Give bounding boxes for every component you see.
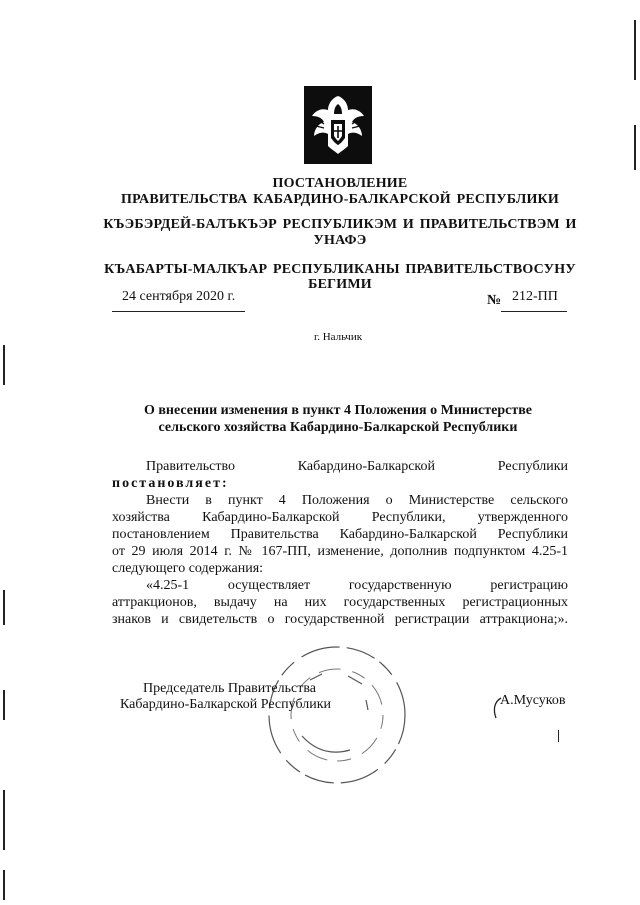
body-paragraph-3-line-2: аттракционов, выдачу на них государственных регистрационных (112, 595, 568, 610)
scan-edge-mark (3, 345, 5, 385)
body-paragraph-2-line-2: хозяйства Кабардино-Балкарской Республики, утвержденного (112, 510, 568, 525)
scan-edge-mark (634, 125, 636, 170)
scan-edge-mark (3, 790, 5, 850)
number-sign: № (487, 293, 502, 308)
scan-edge-mark (558, 730, 559, 742)
body-paragraph-2-line-3: постановлением Правительства Кабардино-Балкарской Республики (112, 527, 568, 542)
document-body (112, 458, 568, 628)
organization-name-krc-line2: БЕГИМИ (308, 277, 372, 292)
date-field (112, 289, 245, 312)
document-number: 212-ПП (512, 289, 558, 304)
number-field (501, 289, 567, 312)
scan-edge-mark (634, 20, 636, 80)
signatory-position-line-1: Председатель Правительства (143, 681, 316, 696)
signatory-position-line-2: Кабардино-Балкарской Республики (120, 697, 331, 712)
body-paragraph-2-line-5: следующего содержания: (112, 561, 264, 576)
body-paragraph-1-line-1: Правительство Кабардино-Балкарской Республики (146, 459, 568, 474)
body-paragraph-2-line-1: Внести в пункт 4 Положения о Министерстве сельского (146, 493, 568, 508)
signatory-name: А.Мусуков (500, 693, 566, 708)
scan-edge-mark (3, 590, 5, 625)
scan-edge-mark (3, 690, 5, 720)
document-title: ПОСТАНОВЛЕНИЕ (272, 176, 408, 191)
official-seal-stamp (262, 640, 412, 790)
subject-line-1: О внесении изменения в пункт 4 Положения о Министерстве (143, 403, 533, 418)
city: г. Нальчик (313, 331, 363, 343)
organization-name-krc-line1: КЪАБАРТЫ-МАЛКЪАР РЕСПУБЛИКАНЫ ПРАВИТЕЛЬСТВОСУНУ (104, 262, 576, 277)
body-paragraph-1-line-2: постановляет: (112, 476, 229, 491)
coat-of-arms-emblem (304, 86, 372, 164)
body-paragraph-3-line-3: знаков и свидетельств о государственной регистрации аттракциона;». (112, 612, 568, 627)
organization-name-ru: ПРАВИТЕЛЬСТВА КАБАРДИНО-БАЛКАРСКОЙ РЕСПУБЛИКИ (120, 192, 560, 207)
scan-edge-mark (3, 870, 5, 900)
signature-stroke (490, 696, 504, 720)
body-paragraph-3-line-1: «4.25-1 осуществляет государственную регистрацию (146, 578, 568, 593)
organization-name-kbd-line1: КЪЭБЭРДЕЙ-БАЛЪКЪЭР РЕСПУБЛИКЭМ И ПРАВИТЕЛЬСТВЭМ И (103, 217, 577, 232)
body-paragraph-2-line-4: от 29 июля 2014 г. № 167-ПП, изменение, дополнив подпунктом 4.25-1 (112, 544, 568, 559)
document-date: 24 сентября 2020 г. (122, 289, 236, 304)
subject-line-2: сельского хозяйства Кабардино-Балкарской Республики (158, 420, 518, 435)
organization-name-kbd-line2: УНАФЭ (313, 233, 367, 248)
